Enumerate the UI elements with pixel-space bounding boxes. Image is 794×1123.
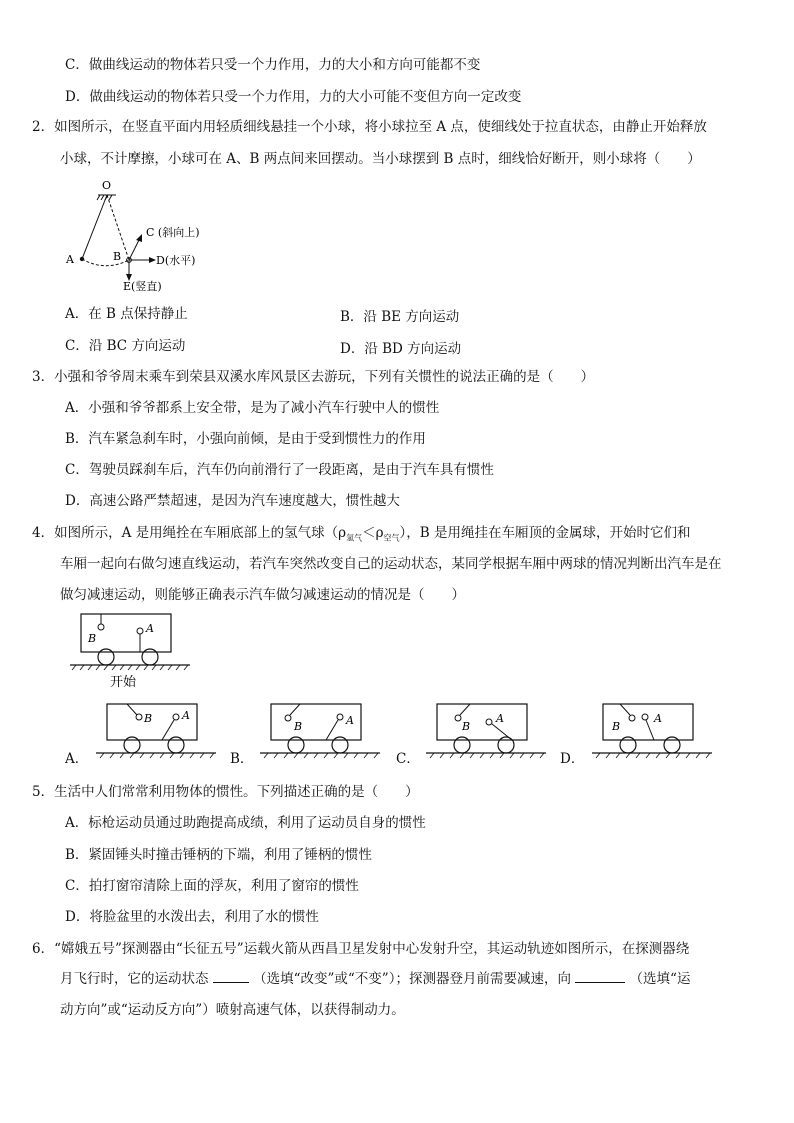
opt-a-label-a: A — [182, 709, 190, 722]
q3-stem: 3．小强和爷爷周末乘车到荣县双溪水库风景区去游玩，下列有关惯性的说法正确的是（ ） — [32, 369, 595, 385]
q2-stem-line1: 2．如图所示，在竖直平面内用轻质细线悬挂一个小球，将小球拉至 A 点，使细线处于拉直状态，由静止开始释放 — [32, 119, 707, 135]
q6-line3: 动方向”或“运动反方向”）喷射高速气体，以获得制动力。 — [60, 1002, 405, 1018]
q4-stem-line1: 4．如图所示，A 是用绳拴在车厢底部上的氢气球$(\rho_{氢气}<\rho_{空气})$，B 是用绳挂在车厢顶的金属球，开始时它们和 — [32, 525, 691, 543]
q4-option-b-label: B． — [230, 751, 254, 767]
q1-option-c: C．做曲线运动的物体若只受一个力作用，力的大小和方向可能都不变 — [65, 57, 481, 73]
q4-option-c-figure — [424, 702, 549, 762]
fig-label-e: E(竖直) — [123, 280, 162, 293]
q6-line2: 月飞行时，它的运动状态 （选填“改变”或“不变”）；探测器登月前需要减速，向 （选填“运 — [60, 971, 691, 987]
q4-stem-line3: 做匀减速运动，则能够正确表示汽车做匀减速运动的情况是（ ） — [60, 587, 465, 603]
q1-option-d: D．做曲线运动的物体若只受一个力作用，力的大小可能不变但方向一定改变 — [65, 89, 522, 105]
opt-d-label-b: B — [612, 720, 621, 733]
q6-blank-1[interactable] — [213, 970, 249, 983]
start-label-a: A — [146, 622, 154, 635]
q4-option-c-label: C． — [396, 751, 420, 767]
q5-option-b: B．紧固锤头时撞击锤柄的下端，利用了锤柄的惯性 — [65, 847, 372, 863]
q2-option-a: A．在 B 点保持静止 — [65, 306, 188, 322]
opt-d-label-a: A — [654, 712, 662, 725]
q4-option-d-label: D． — [560, 751, 585, 767]
opt-c-label-b: B — [462, 720, 471, 733]
q4-option-a-label: A． — [65, 751, 89, 767]
q2-option-c: C．沿 BC 方向运动 — [65, 338, 186, 354]
q6-line1: 6．“嫦娥五号”探测器由“长征五号”运载火箭从西昌卫星发射中心发射升空，其运动轨迹如图所示，在探测器绕 — [32, 941, 690, 957]
q4-stem-line2: 车厢一起向右做匀速直线运动，若汽车突然改变自己的运动状态，某同学根据车厢中两球的情况判断出汽车是在 — [60, 556, 722, 572]
q2-option-d: D．沿 BD 方向运动 — [340, 341, 462, 357]
fig-label-o: O — [102, 179, 112, 192]
start-caption: 开始 — [110, 675, 137, 690]
opt-b-label-a: A — [346, 714, 354, 727]
fig-label-c: C (斜向上) — [146, 226, 200, 239]
start-label-b: B — [88, 632, 97, 645]
q5-option-c: C．拍打窗帘清除上面的浮灰，利用了窗帘的惯性 — [65, 878, 359, 894]
opt-b-label-b: B — [294, 720, 303, 733]
q3-option-c: C．驾驶员踩刹车后，汽车仍向前滑行了一段距离，是由于汽车具有惯性 — [65, 462, 494, 478]
q4-start-figure — [68, 612, 193, 694]
fig-label-d: D(水平) — [156, 254, 196, 267]
fig-label-a: A — [66, 253, 74, 266]
q5-option-d: D．将脸盆里的水泼出去，利用了水的惯性 — [65, 909, 319, 925]
q4-option-d-figure — [590, 702, 715, 762]
q3-option-a: A．小强和爷爷都系上安全带，是为了减小汽车行驶中人的惯性 — [65, 400, 440, 416]
q3-option-d: D．高速公路严禁超速，是因为汽车速度越大，惯性越大 — [65, 493, 400, 509]
opt-a-label-b: B — [144, 712, 153, 725]
q4-option-a-figure — [94, 702, 219, 762]
q2-option-b: B．沿 BE 方向运动 — [340, 309, 460, 325]
q5-option-a: A．标枪运动员通过助跑提高成绩，利用了运动员自身的惯性 — [65, 815, 426, 831]
opt-c-label-a: A — [496, 712, 504, 725]
q6-blank-2[interactable] — [575, 970, 625, 983]
q3-option-b: B．汽车紧急刹车时，小强向前倾，是由于受到惯性力的作用 — [65, 431, 426, 447]
fig-label-b: B — [113, 250, 122, 263]
q2-pendulum-figure — [60, 172, 220, 294]
q5-stem: 5．生活中人们常常利用物体的惯性。下列描述正确的是（ ） — [32, 784, 419, 800]
q2-stem-line2: 小球，不计摩擦，小球可在 A、B 两点间来回摆动。当小球摆到 B 点时，细线恰好断开，则小球将（ ） — [60, 151, 701, 167]
q4-option-b-figure — [258, 702, 383, 762]
